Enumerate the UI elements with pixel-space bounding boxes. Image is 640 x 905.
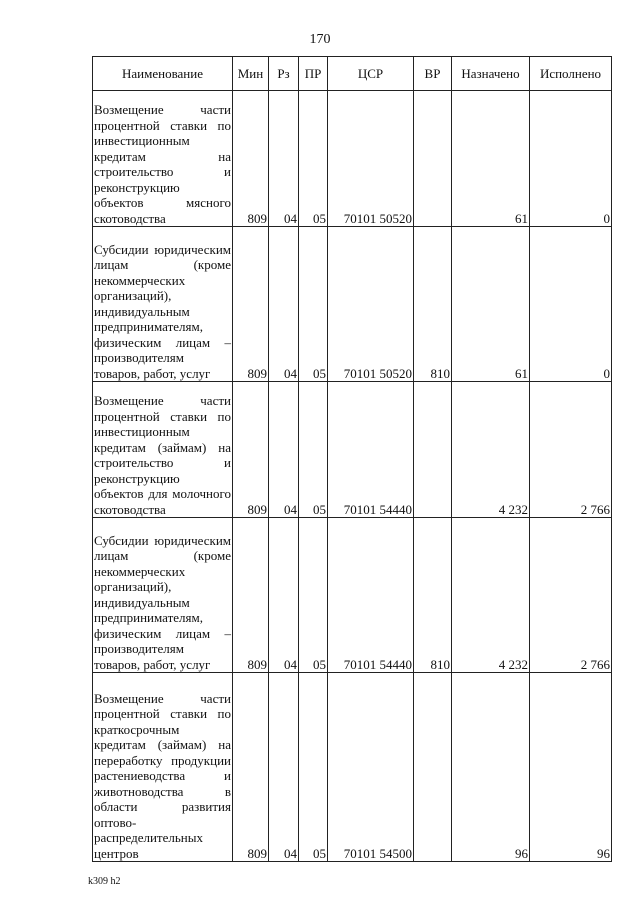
row-rz: 04 (269, 382, 299, 518)
header-min: Мин (233, 57, 269, 91)
row-csr: 70101 54440 (328, 382, 414, 518)
table-row (93, 91, 612, 227)
row-vr (414, 382, 452, 518)
row-name: Возмещение части процентной ставки по краткосрочным кредитам (займам) на переработку продукции растениеводства и животноводства в области развития оптово-распределительных центров (93, 673, 233, 862)
row-min: 809 (233, 227, 269, 382)
row-min: 809 (233, 673, 269, 862)
table-row (93, 382, 612, 518)
footer-code: k309 h2 (88, 876, 121, 887)
row-vr: 810 (414, 518, 452, 673)
row-executed: 0 (530, 227, 612, 382)
header-rz: Рз (269, 57, 299, 91)
row-csr: 70101 54500 (328, 673, 414, 862)
row-rz: 04 (269, 91, 299, 227)
row-min: 809 (233, 382, 269, 518)
row-name: Субсидии юридическим лицам (кроме некоммерческих организаций), индивидуальным предпринимателям, физическим лицам – производителям товаров, работ, услуг (93, 518, 233, 673)
row-executed: 2 766 (530, 382, 612, 518)
table-header-row (93, 57, 612, 91)
row-pr: 05 (299, 673, 328, 862)
row-assigned: 4 232 (452, 382, 530, 518)
row-assigned: 4 232 (452, 518, 530, 673)
header-vr: ВР (414, 57, 452, 91)
row-min: 809 (233, 91, 269, 227)
row-csr: 70101 50520 (328, 91, 414, 227)
row-executed: 0 (530, 91, 612, 227)
row-rz: 04 (269, 518, 299, 673)
table-row (93, 227, 612, 382)
header-pr: ПР (299, 57, 328, 91)
table-row (93, 673, 612, 862)
row-vr (414, 673, 452, 862)
row-pr: 05 (299, 91, 328, 227)
header-assigned: Назначено (452, 57, 530, 91)
page-number: 170 (309, 32, 331, 47)
header-executed: Исполнено (530, 57, 612, 91)
table-row (93, 518, 612, 673)
header-csr: ЦСР (328, 57, 414, 91)
header-name: Наименование (93, 57, 233, 91)
budget-table (92, 56, 612, 862)
row-min: 809 (233, 518, 269, 673)
row-rz: 04 (269, 227, 299, 382)
row-vr: 810 (414, 227, 452, 382)
row-assigned: 61 (452, 91, 530, 227)
row-executed: 96 (530, 673, 612, 862)
row-vr (414, 91, 452, 227)
row-pr: 05 (299, 518, 328, 673)
row-executed: 2 766 (530, 518, 612, 673)
row-name: Субсидии юридическим лицам (кроме некоммерческих организаций), индивидуальным предпринимателям, физическим лицам – производителям товаров, работ, услуг (93, 227, 233, 382)
row-rz: 04 (269, 673, 299, 862)
row-assigned: 61 (452, 227, 530, 382)
row-pr: 05 (299, 382, 328, 518)
row-csr: 70101 54440 (328, 518, 414, 673)
row-assigned: 96 (452, 673, 530, 862)
row-name: Возмещение части процентной ставки по инвестиционным кредитам на строительство и реконструкцию объектов мясного скотоводства (93, 91, 233, 227)
row-csr: 70101 50520 (328, 227, 414, 382)
row-name: Возмещение части процентной ставки по инвестиционным кредитам (займам) на строительство и реконструкцию объектов для молочного скотоводства (93, 382, 233, 518)
row-pr: 05 (299, 227, 328, 382)
